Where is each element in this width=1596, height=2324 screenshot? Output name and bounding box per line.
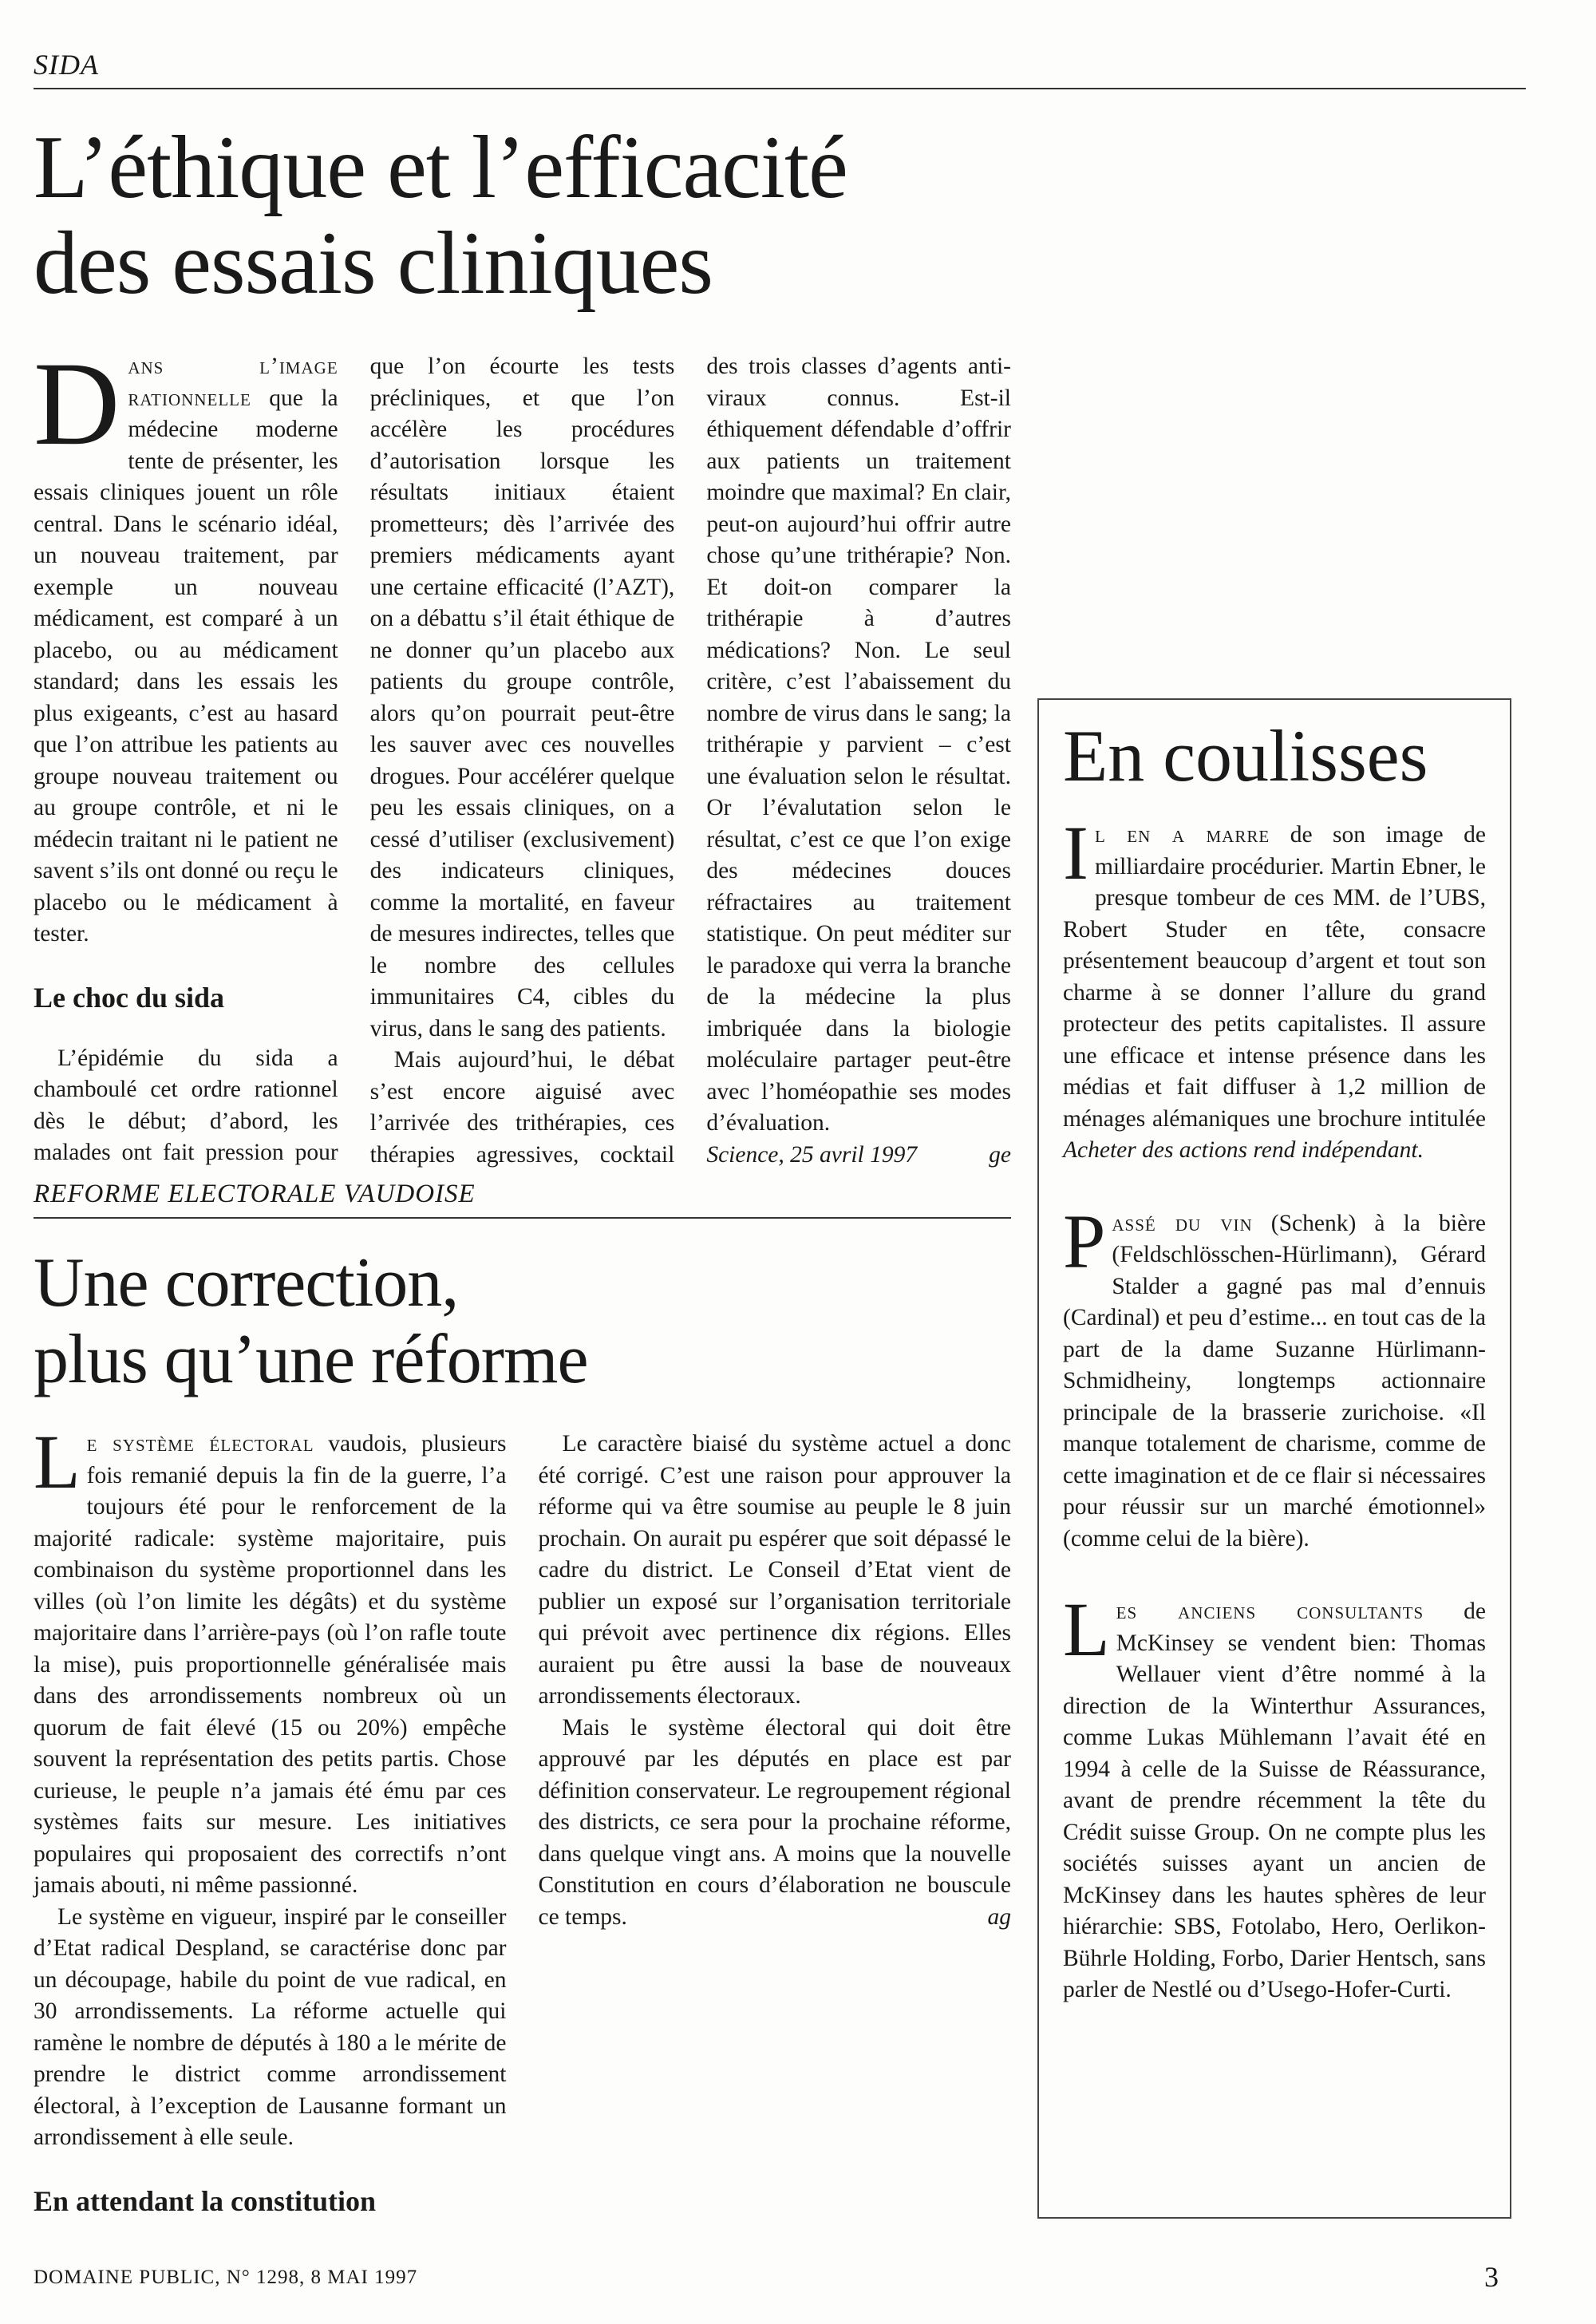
- article1-subhead: Le choc du sida: [34, 981, 225, 1014]
- sidebar-item1-smallcaps: l en a marre: [1094, 822, 1270, 848]
- sidebar-item-2: [1063, 1198, 1486, 1555]
- article1-lead-smallcaps: ans l’image rationnelle: [128, 354, 338, 411]
- article1-p1-text: que la médecine moderne tente de présenter, les essais cliniques jouent un rôle central. Dans le scénario idéal, un nouveau traitement, par exemple un nouveau médicament, est comparé à un placebo, ou au médicament standard; dans les essais les plus exigeants, c’est au hasard que l’on attribue les patients au groupe nouveau traitement ou au groupe contrôle, et ni le médecin traitant ni le patient ne savent s’ils ont donné ou reçu le placebo ou le médicament à tester.: [34, 385, 338, 947]
- article1-source: [706, 1140, 1011, 1172]
- article1-dropcap: D: [34, 338, 120, 470]
- sidebar-item1-italic: Acheter des actions rend indépendant.: [1063, 1137, 1424, 1163]
- article2-lead-smallcaps: e système électoral: [86, 1431, 314, 1456]
- sidebar-item1-text: de son image de milliardaire procédurier. Martin Ebner, le presque tombeur de ces MM. de l’UBS, Robert Studer en tête, consacre présentement beaucoup d’argent et tout son charme à se donner l’allure du grand protecteur des petits capitalistes. Il assure une efficace et intense présence dans les médias et fait diffuser à 1,2 million de ménages alémaniques une brochure intitulée: [1063, 822, 1486, 1132]
- article2-paragraph-4: [539, 1713, 1012, 1934]
- page-number: 3: [1484, 2261, 1499, 2293]
- article1-column-gap: [527, 355, 528, 1173]
- sidebar-item3-dropcap: L: [1063, 1587, 1110, 1672]
- article2-p4-text: Mais le système électoral qui doit être approuvé par les députés en place est par définition conservateur. Le regroupement régional des districts, ce sera pour la prochaine réforme, dans quelque vingt ans. A moins que la nouvelle Constitution en cours d’élaboration ne bouscule ce temps.: [538, 1714, 1011, 1930]
- sidebar-item2-smallcaps: assé du vin: [1112, 1210, 1253, 1236]
- rubric-reforme: REFORME ELECTORALE VAUDOISE: [34, 1180, 476, 1208]
- article1-source-text: Science, 25 avril 1997: [706, 1141, 918, 1168]
- sidebar-title: En coulisses: [1063, 715, 1428, 796]
- article1-signature: ge: [989, 1141, 1011, 1168]
- sidebar-item2-text: (Schenk) à la bière (Feldschlösschen-Hürlimann), Gérard Stalder a gagné pas mal d’ennuis (Cardinal) et peu d’estime... en tout cas de la part de la dame Suzanne Hürlimann-Schmidheiny, longtemps actionnaire principale de la brasserie zurichoise. «Il manque totalement de charisme, comme de cette imagination et de ce flair si nécessaires pour réussir sur un marché émotionnel» (comme celui de la bière).: [1063, 1210, 1486, 1551]
- article2-body: [34, 1419, 1011, 2227]
- article1-headline: [34, 120, 1071, 311]
- sidebar-item3-text: de McKinsey se vendent bien: Thomas Wellauer vient d’être nommé à la direction de la Winterthur Assurances, comme Lukas Mühlemann l’avait été en 1994 à celle de la Suisse de Réassurance, avant de prendre récemment la tête du Crédit suisse Group. On ne compte plus les sociétés suisses ayant un ancien de McKinsey dans les hautes sphères de leur hiérarchie: SBS, Fotolabo, Hero, Oerlikon-Bührle Holding, Forbo, Darier Hentsch, sans parler de Nestlé ou d’Usego-Hofer-Curti.: [1063, 1599, 1487, 2002]
- article1-body: [34, 338, 1011, 1177]
- article1-paragraph-1: [34, 338, 338, 951]
- sidebar-en-coulisses: [1037, 698, 1511, 2219]
- sidebar-item-1: [1063, 810, 1486, 1167]
- article2-paragraph-1: [34, 1419, 507, 1902]
- article2-headline: [34, 1245, 1015, 1398]
- article1-title-line2: des essais cliniques: [34, 214, 713, 313]
- top-rule: [34, 88, 1526, 89]
- article2-paragraph-3: Le caractère biaisé du système actuel a donc été corrigé. C’est une raison pour approuver la réforme qui va être soumise au peuple le 8 juin prochain. On aurait pu espérer que soit dépassé le cadre du district. Le Conseil d’Etat vient de publier un exposé sur l’organisation territoriale qui prévoit avec pertinence dix régions. Elles auraient pu être aussi la base de nouveaux arrondissements électoraux.: [538, 1431, 1011, 1709]
- article2-title-line1: Une correction,: [34, 1244, 459, 1322]
- article2-title-line2: plus qu’une réforme: [34, 1321, 588, 1398]
- article2-paragraph-2: Le système en vigueur, inspiré par le conseiller d’Etat radical Despland, se caractérise donc par un découpage, habile du point de vue radical, en 30 arrondissements. La réforme actuelle qui ramène le nombre de députés à 180 a le mérite de prendre le district comme arrondissement électoral, à l’exception de Lausanne formant un arrondissement à elle seule.: [34, 1903, 507, 2150]
- article2-subhead: En attendant la constitution: [34, 2184, 377, 2217]
- sidebar-item3-smallcaps: es anciens consultants: [1116, 1599, 1424, 1624]
- sidebar-item2-dropcap: P: [1063, 1198, 1106, 1284]
- rubric-sida: SIDA: [34, 49, 99, 81]
- article2-p1-text: vaudois, plusieurs fois remanié depuis la fin de la guerre, l’a toujours été pour le renforcement de la majorité radicale: système majoritaire, puis combinaison du système proportionnel dans les villes (où l’on limite les dégâts) et du système majoritaire dans l’arrière-pays (où l’on rafle toute la mise), puis proportionnelle généralisée mais dans des arrondissements nombreux où un quorum de fait élevé (15 ou 20%) empêche souvent la représentation des petits partis. Chose curieuse, le peuple n’a jamais été ému par ces systèmes faits sur mesure. Les initiatives populaires qui proposaient des correctifs n’ont jamais abouti, ni même passionné.: [34, 1431, 507, 1898]
- article2-dropcap: L: [34, 1419, 81, 1504]
- article2-rule: [34, 1217, 1011, 1219]
- sidebar-item-3: [1063, 1587, 1487, 2006]
- article1-paragraph-2: L’épidémie du sida a chamboulé cet ordre rationnel dès le début; d’abord, les malades ont fait pression pour que l’on écourte les tests précliniques, et que l’on accélère les procédures d’autorisation lorsque les résultats initiaux étaient prometteurs; dès l’arrivée des premiers médicaments ayant une certaine efficacité (l’AZT), on a débattu s’il était éthique de ne donner qu’un placebo aux patients du groupe contrôle, alors qu’on pourrait peut-être les sauver avec ces nouvelles drogues. Pour accélérer quelque peu les essais cliniques, on a cessé d’utiliser (exclusivement) des indicateurs cliniques, comme la mortalité, en faveur de mesures indirectes, telles que le nombre des cellules immunitaires C4, cibles du virus, dans le sang des patients.: [34, 354, 675, 1165]
- article1-title-line1: L’éthique et l’efficacité: [34, 118, 847, 217]
- article2-signature: ag: [987, 1903, 1011, 1930]
- footer-publication: DOMAINE PUBLIC, N° 1298, 8 MAI 1997: [34, 2267, 418, 2288]
- article1-paragraph-3: Mais aujourd’hui, le débat s’est encore aiguisé avec l’arrivée des trithérapies, ces thérapies agressives, cocktail des trois classes d’agents anti-viraux connus. Est-il éthiquement défendable d’offrir aux patients un traitement moindre que maximal? En clair, peut-on aujourd’hui offrir autre chose qu’une trithérapie? Non. Et doit-on comparer la trithérapie à d’autres médications? Non. Le seul critère, c’est l’abaissement du nombre de virus dans le sang; la trithérapie y parvient – c’est une évaluation selon le résultat. Or l’évalutation selon le résultat, c’est ce que l’on exige des médecines douces réfractaires au traitement statistique. On peut méditer sur le paradoxe qui verra la branche de la médecine la plus imbriquée dans la biologie moléculaire partager peut-être avec l’homéopathie ses modes d’évaluation.: [369, 354, 1011, 1168]
- sidebar-item1-dropcap: I: [1063, 810, 1088, 895]
